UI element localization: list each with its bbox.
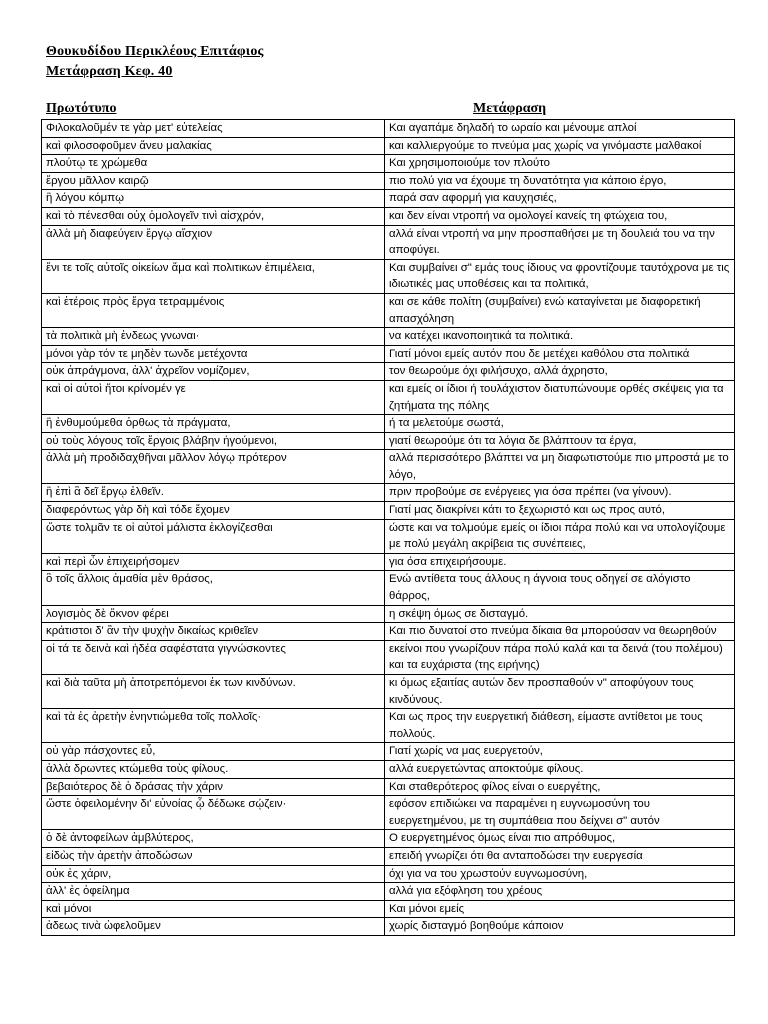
table-row xyxy=(42,293,735,327)
original-text-cell: ἀλλὰ μὴ προδιδαχθῆναι μᾶλλον λόγῳ πρότερον xyxy=(42,450,385,484)
original-text-cell: εἰδὼς τὴν ἀρετὴν ἀποδώσων xyxy=(42,847,385,865)
translation-text-cell: η σκέψη όμως σε δισταγμό. xyxy=(385,605,735,623)
translation-table xyxy=(41,119,735,936)
original-text-cell: οὐκ ἐς χάριν, xyxy=(42,865,385,883)
translation-text-cell: αλλά είναι ντροπή να μην προσπαθήσει με τη δουλειά του να την αποφύγει. xyxy=(385,225,735,259)
translation-text-cell: και δεν είναι ντροπή να ομολογεί κανείς τη φτώχεια του, xyxy=(385,207,735,225)
translation-text-cell: να κατέχει ικανοποιητικά τα πολιτικά. xyxy=(385,328,735,346)
original-text-cell: ἔργου μᾶλλον καιρῷ xyxy=(42,172,385,190)
translation-text-cell: Γιατί μας διακρίνει κάτι το ξεχωριστό και ως προς αυτό, xyxy=(385,502,735,520)
original-text-cell: ὁ δὲ ἀντοφείλων ἀμβλύτερος, xyxy=(42,830,385,848)
translation-text-cell: παρά σαν αφορμή για καυχησιές, xyxy=(385,190,735,208)
table-row xyxy=(42,571,735,605)
table-row xyxy=(42,519,735,553)
translation-text-cell: Και πιο δυνατοί στο πνεύμα δίκαια θα μπορούσαν να θεωρηθούν xyxy=(385,623,735,641)
table-row xyxy=(42,207,735,225)
document-title: Θουκυδίδου Περικλέους Επιτάφιος xyxy=(46,44,264,59)
original-text-cell: μόνοι γὰρ τόν τε μηδὲν τωνδε μετέχοντα xyxy=(42,345,385,363)
original-text-cell: κράτιστοι δ' ἂν τὴν ψυχὴν δικαίως κριθεῖεν xyxy=(42,623,385,641)
original-text-cell: καὶ τὰ ἐς ἀρετὴν ἐνηντιώμεθα τοῖς πολλοῖς· xyxy=(42,709,385,743)
translation-text-cell: Γιατί μόνοι εμείς αυτόν που δε μετέχει καθόλου στα πολιτικά xyxy=(385,345,735,363)
table-row xyxy=(42,363,735,381)
translation-text-cell: για όσα επιχειρήσουμε. xyxy=(385,553,735,571)
original-text-cell: ἀλλὰ μὴ διαφεύγειν ἔργῳ αἴσχιον xyxy=(42,225,385,259)
original-text-cell: καὶ διὰ ταῦτα μὴ ἀποτρεπόμενοι ἐκ των κινδύνων. xyxy=(42,675,385,709)
table-row xyxy=(42,553,735,571)
original-text-cell: καὶ φιλοσοφοῦμεν ἄνευ μαλακίας xyxy=(42,137,385,155)
translation-text-cell: τον θεωρούμε όχι φιλήσυχο, αλλά άχρηστο, xyxy=(385,363,735,381)
translation-text-cell: ή τα μελετούμε σωστά, xyxy=(385,415,735,433)
table-row xyxy=(42,450,735,484)
column-header-original: Πρωτότυπο xyxy=(46,101,117,116)
original-text-cell: ἀδεως τινὰ ὠφελοῦμεν xyxy=(42,918,385,936)
table-row xyxy=(42,190,735,208)
original-text-cell: οὐκ ἀπράγμονα, ἀλλ' ἀχρεῖον νομίζομεν, xyxy=(42,363,385,381)
original-text-cell: λογισμὸς δὲ ὄκνον φέρει xyxy=(42,605,385,623)
table-row xyxy=(42,155,735,173)
translation-text-cell: εφόσον επιδιώκει να παραμένει η ευγνωμοσύνη του ευεργετημένου, με τη συμπάθεια που δείχνει σ" αυτόν xyxy=(385,796,735,830)
table-row xyxy=(42,640,735,674)
translation-text-cell: επειδή γνωρίζει ότι θα ανταποδώσει την ευεργεσία xyxy=(385,847,735,865)
table-row xyxy=(42,137,735,155)
translation-text-cell: Γιατί χωρίς να μας ευεργετούν, xyxy=(385,743,735,761)
translation-text-cell: Και συμβαίνει σ" εμάς τους ίδιους να φροντίζουμε ταυτόχρονα με τις ιδιωτικές μας υποθέσεις και τα πολιτικά, xyxy=(385,259,735,293)
translation-text-cell: ώστε και να τολμούμε εμείς οι ίδιοι πάρα πολύ και να υπολογίζουμε με πολύ μεγάλη ακρίβεια τις συνέπειες, xyxy=(385,519,735,553)
table-row xyxy=(42,345,735,363)
table-row xyxy=(42,432,735,450)
translation-text-cell: χωρίς δισταγμό βοηθούμε κάποιον xyxy=(385,918,735,936)
translation-text-cell: αλλά για εξόφληση του χρέους xyxy=(385,883,735,901)
translation-text-cell: Ενώ αντίθετα τους άλλους η άγνοια τους οδηγεί σε αλόγιστο θάρρος, xyxy=(385,571,735,605)
table-row xyxy=(42,760,735,778)
translation-text-cell: κι όμως εξαιτίας αυτών δεν προσπαθούν ν" αποφύγουν τους κινδύνους. xyxy=(385,675,735,709)
table-row xyxy=(42,778,735,796)
original-text-cell: ἔνι τε τοῖς αὐτοῖς οἰκείων ἅμα καὶ πολιτικων ἐπιμέλεια, xyxy=(42,259,385,293)
table-row xyxy=(42,380,735,414)
original-text-cell: διαφερόντως γὰρ δὴ καὶ τόδε ἔχομεν xyxy=(42,502,385,520)
table-row xyxy=(42,623,735,641)
table-row xyxy=(42,709,735,743)
translation-text-cell: όχι για να του χρωστούν ευγνωμοσύνη, xyxy=(385,865,735,883)
original-text-cell: ὥστε τολμᾶν τε οἱ αὐτοὶ μάλιστα ἐκλογίζεσθαι xyxy=(42,519,385,553)
translation-text-cell: και εμείς οι ίδιοι ή τουλάχιστον διατυπώνουμε ορθές σκέψεις για τα ζητήματα της πόλης xyxy=(385,380,735,414)
table-row xyxy=(42,415,735,433)
original-text-cell: οὐ τοὺς λόγους τοῖς ἔργοις βλάβην ἡγούμενοι, xyxy=(42,432,385,450)
translation-text-cell: Και μόνοι εμείς xyxy=(385,900,735,918)
table-row xyxy=(42,605,735,623)
translation-text-cell: Ο ευεργετημένος όμως είναι πιο απρόθυμος, xyxy=(385,830,735,848)
table-row xyxy=(42,918,735,936)
table-row xyxy=(42,743,735,761)
original-text-cell: ἀλλὰ δρωντες κτώμεθα τοὺς φίλους. xyxy=(42,760,385,778)
table-row xyxy=(42,900,735,918)
original-text-cell: τὰ πολιτικὰ μὴ ἐνδεως γνωναι· xyxy=(42,328,385,346)
translation-text-cell: πριν προβούμε σε ενέργειες για όσα πρέπει (να γίνουν). xyxy=(385,484,735,502)
translation-text-cell: αλλά ευεργετώντας αποκτούμε φίλους. xyxy=(385,760,735,778)
translation-text-cell: αλλά περισσότερο βλάπτει να μη διαφωτιστούμε πιο μπροστά με το λόγο, xyxy=(385,450,735,484)
original-text-cell: οὐ γὰρ πάσχοντες εὖ, xyxy=(42,743,385,761)
table-row xyxy=(42,259,735,293)
original-text-cell: καὶ οἱ αὐτοὶ ἤτοι κρίνομέν γε xyxy=(42,380,385,414)
original-text-cell: Φιλοκαλοῦμέν τε γὰρ μετ' εὐτελείας xyxy=(42,120,385,138)
translation-text-cell: Και ως προς την ευεργετική διάθεση, είμαστε αντίθετοι με τους πολλούς. xyxy=(385,709,735,743)
original-text-cell: καὶ τὸ πένεσθαι οὐχ ὁμολογεῖν τινὶ αἰσχρόν, xyxy=(42,207,385,225)
original-text-cell: πλούτῳ τε χρώμεθα xyxy=(42,155,385,173)
translation-text-cell: Και αγαπάμε δηλαδή το ωραίο και μένουμε απλοί xyxy=(385,120,735,138)
original-text-cell: καὶ μόνοι xyxy=(42,900,385,918)
translation-text-cell: Και σταθερότερος φίλος είναι ο ευεργέτης, xyxy=(385,778,735,796)
table-row xyxy=(42,830,735,848)
table-row xyxy=(42,847,735,865)
table-row xyxy=(42,883,735,901)
translation-text-cell: εκείνοι που γνωρίζουν πάρα πολύ καλά και τα δεινά (του πολέμου) και τα ευχάριστα (της ειρήνης) xyxy=(385,640,735,674)
table-row xyxy=(42,484,735,502)
table-row xyxy=(42,172,735,190)
table-row xyxy=(42,865,735,883)
translation-text-cell: και καλλιεργούμε το πνεύμα μας χωρίς να γινόμαστε μαλθακοί xyxy=(385,137,735,155)
table-row xyxy=(42,225,735,259)
document-subtitle: Μετάφραση Κεφ. 40 xyxy=(46,64,173,79)
table-row xyxy=(42,675,735,709)
table-row xyxy=(42,502,735,520)
translation-text-cell: πιο πολύ για να έχουμε τη δυνατότητα για κάποιο έργο, xyxy=(385,172,735,190)
original-text-cell: καὶ ἑτέροις πρὸς ἔργα τετραμμένοις xyxy=(42,293,385,327)
translation-text-cell: και σε κάθε πολίτη (συμβαίνει) ενώ καταγίνεται με διαφορετική απασχόληση xyxy=(385,293,735,327)
original-text-cell: ὃ τοῖς ἄλλοις ἀμαθία μὲν θράσος, xyxy=(42,571,385,605)
translation-text-cell: γιατί θεωρούμε ότι τα λόγια δε βλάπτουν τα έργα, xyxy=(385,432,735,450)
original-text-cell: ἢ ἐπὶ ἃ δεῖ ἔργῳ ἐλθεῖν. xyxy=(42,484,385,502)
original-text-cell: βεβαιότερος δὲ ὁ δράσας τὴν χάριν xyxy=(42,778,385,796)
original-text-cell: ἢ λόγου κόμπῳ xyxy=(42,190,385,208)
column-header-translation: Μετάφραση xyxy=(473,101,547,116)
table-row xyxy=(42,328,735,346)
translation-text-cell: Και χρησιμοποιούμε τον πλούτο xyxy=(385,155,735,173)
original-text-cell: οἱ τά τε δεινὰ καὶ ἡδέα σαφέστατα γιγνώσκοντες xyxy=(42,640,385,674)
original-text-cell: ἀλλ' ἐς ὀφείλημα xyxy=(42,883,385,901)
original-text-cell: καὶ περὶ ὧν ἐπιχειρήσομεν xyxy=(42,553,385,571)
table-row xyxy=(42,120,735,138)
original-text-cell: ἢ ἐνθυμούμεθα ὀρθως τὰ πράγματα, xyxy=(42,415,385,433)
original-text-cell: ὥστε ὀφειλομένην δι' εὐνοίας ᾧ δέδωκε σῴζειν· xyxy=(42,796,385,830)
table-row xyxy=(42,796,735,830)
